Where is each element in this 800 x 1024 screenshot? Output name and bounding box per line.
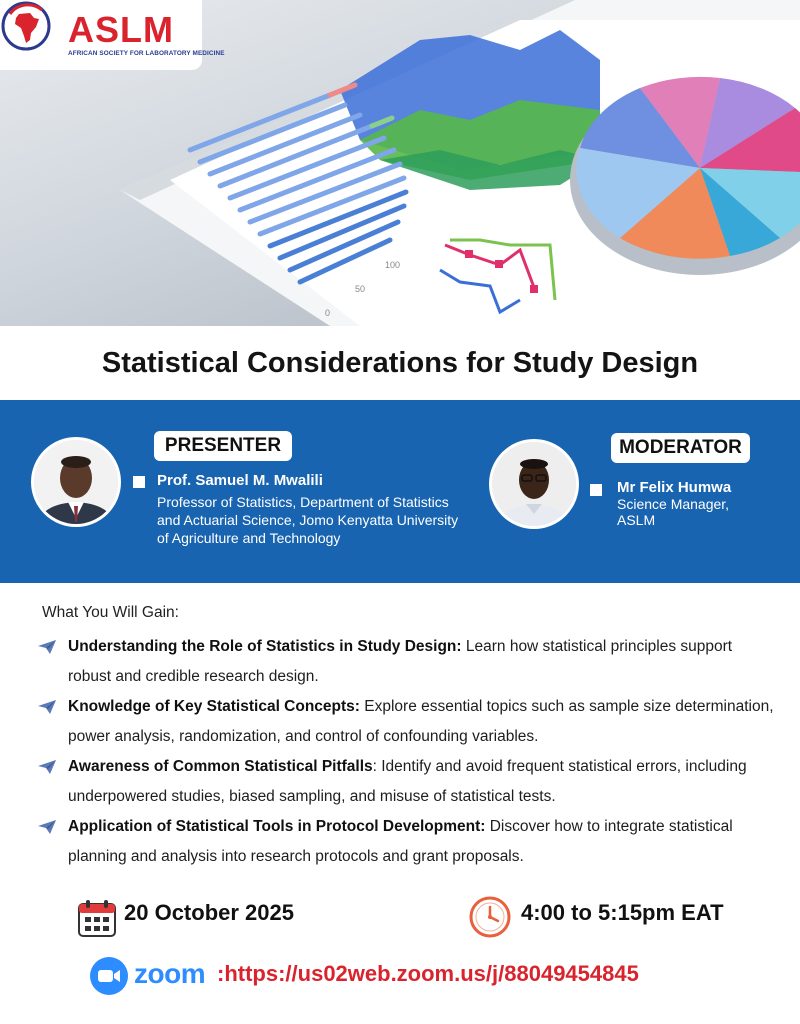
event-date: 20 October 2025 (124, 900, 294, 925)
gain-text-line2: power analysis, randomization, and control of confounding variables. (68, 728, 539, 745)
presenter-desc-line: and Actuarial Science, Jomo Kenyatta University (157, 512, 459, 528)
presenter-desc-line: Professor of Statistics, Department of Statistics (157, 494, 449, 510)
event-time: 4:00 to 5:15pm EAT (521, 900, 724, 925)
paper-plane-icon (38, 640, 56, 654)
moderator-name: Mr Felix Humwa (617, 479, 732, 496)
paper-plane-icon (38, 700, 56, 714)
list-item (36, 812, 800, 872)
clock-icon (468, 895, 512, 939)
gain-text: : Identify and avoid frequent statistical errors, including (372, 758, 747, 775)
moderator-bullet (590, 484, 602, 496)
presenter-description (157, 493, 458, 547)
list-item (36, 632, 800, 692)
gain-text-line2: robust and credible research design. (68, 668, 319, 685)
presenter-label: PRESENTER (154, 431, 292, 461)
gain-title: Understanding the Role of Statistics in Study Design: (68, 638, 462, 655)
brand-name: ASLM (68, 9, 174, 50)
paper-plane-icon (38, 820, 56, 834)
svg-text:100: 100 (385, 260, 401, 270)
gain-text: Learn how statistical principles support (461, 638, 733, 655)
globe-africa-icon (0, 0, 52, 52)
hero-image (0, 0, 800, 326)
gains-list (36, 632, 800, 872)
gain-text: Explore essential topics such as sample size determination, (359, 698, 774, 715)
presenter-desc-line: of Agriculture and Technology (157, 530, 341, 546)
moderator-desc-line: ASLM (617, 512, 656, 528)
presenter-avatar (31, 437, 121, 527)
list-item (36, 752, 800, 812)
speakers-band (0, 400, 800, 583)
zoom-meeting-link[interactable]: :https://us02web.zoom.us/j/88049454845 (217, 961, 639, 986)
moderator-avatar (489, 439, 579, 529)
list-item (36, 692, 800, 752)
presenter-bullet (133, 476, 145, 488)
moderator-description (617, 496, 729, 528)
page-title: Statistical Considerations for Study Design (101, 346, 699, 379)
zoom-camera-icon (90, 957, 128, 995)
gain-title: Application of Statistical Tools in Protocol Development: (68, 818, 486, 835)
svg-text:0: 0 (325, 308, 331, 318)
svg-text:50: 50 (355, 284, 366, 294)
gain-title: Awareness of Common Statistical Pitfalls (68, 758, 373, 775)
logo-panel (0, 0, 225, 70)
gain-title: Knowledge of Key Statistical Concepts: (68, 698, 360, 715)
presenter-name: Prof. Samuel M. Mwalili (157, 472, 323, 489)
gains-heading: What You Will Gain: (42, 604, 179, 621)
gain-text-line2: underpowered studies, biased sampling, and misuse of statistical tests. (68, 788, 556, 805)
moderator-desc-line: Science Manager, (617, 496, 730, 512)
moderator-label: MODERATOR (611, 433, 750, 463)
gain-text-line2: planning and analysis into research protocols and grant proposals. (68, 848, 524, 865)
zoom-wordmark: zoom (134, 958, 206, 989)
gain-text: Discover how to integrate statistical (485, 818, 733, 835)
calendar-icon (78, 899, 116, 937)
paper-plane-icon (38, 760, 56, 774)
brand-subtitle: AFRICAN SOCIETY FOR LABORATORY MEDICINE (68, 50, 225, 57)
